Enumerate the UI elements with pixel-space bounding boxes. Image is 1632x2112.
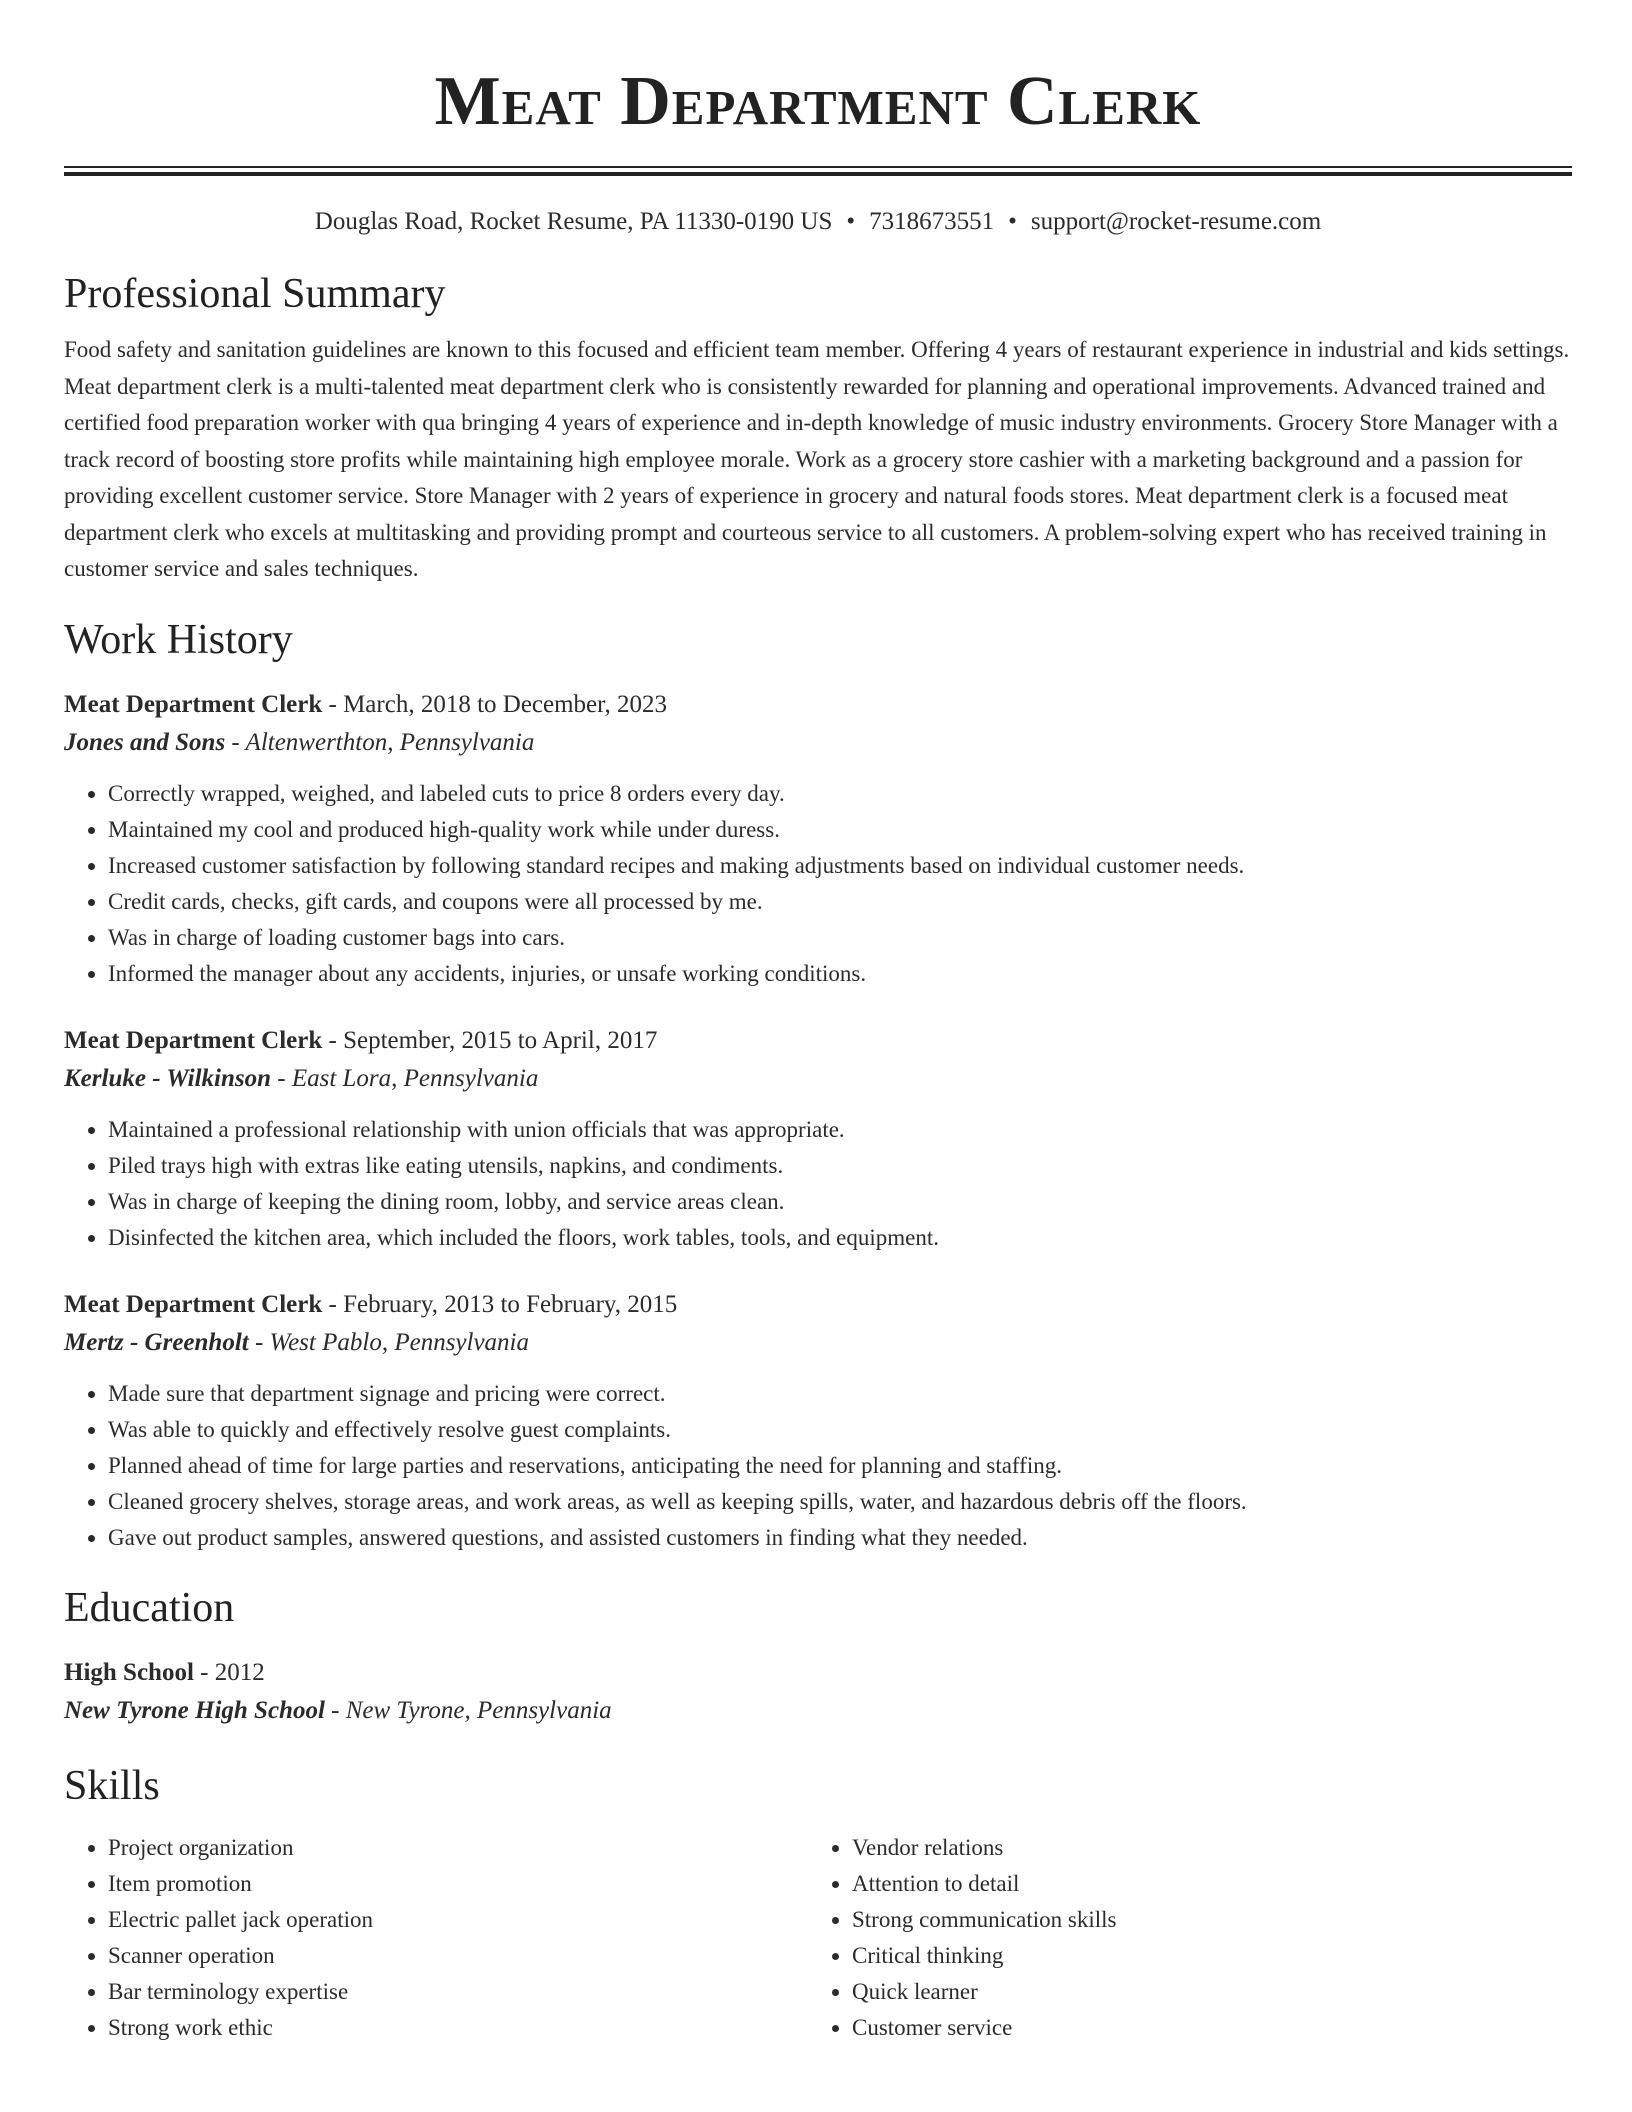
education-entry <box>64 1654 1572 1730</box>
job-location: - Altenwerthton, Pennsylvania <box>225 728 535 756</box>
contact-separator: • <box>846 208 856 235</box>
contact-email: support@rocket-resume.com <box>1030 208 1322 235</box>
education-heading: Education <box>64 1584 235 1631</box>
education-school-line <box>64 1692 1572 1730</box>
skill-item: • Quick learner <box>852 1974 1552 2010</box>
contact-line <box>64 206 1572 238</box>
contact-phone: 7318673551 <box>869 208 995 235</box>
job-role: Meat Department Clerk <box>64 1026 323 1054</box>
job-bullet: • Credit cards, checks, gift cards, and coupons were all processed by me. <box>108 884 1572 920</box>
skills-right-list <box>808 1830 1552 2046</box>
contact-address: Douglas Road, Rocket Resume, PA 11330-0190 US <box>314 208 833 235</box>
job-title-line <box>64 1286 1572 1324</box>
education-degree: High School <box>64 1658 194 1686</box>
skill-item: • Bar terminology expertise <box>108 1974 808 2010</box>
job-bullet: • Made sure that department signage and pricing were correct. <box>108 1376 1572 1412</box>
skill-item: • Critical thinking <box>852 1938 1552 1974</box>
resume-name: Meat Department Clerk <box>434 63 1202 140</box>
job-dates: - March, 2018 to December, 2023 <box>322 690 667 718</box>
header-divider <box>64 166 1572 176</box>
job-company: Kerluke - Wilkinson <box>64 1064 271 1092</box>
job-bullets <box>64 1112 1572 1256</box>
education-location: - New Tyrone, Pennsylvania <box>324 1696 612 1724</box>
job-company: Mertz - Greenholt <box>64 1328 249 1356</box>
job-bullet: • Gave out product samples, answered questions, and assisted customers in finding what they needed. <box>108 1520 1572 1556</box>
job-entry <box>64 1286 1572 1556</box>
job-company-line <box>64 1060 1572 1098</box>
skill-item: • Item promotion <box>108 1866 808 1902</box>
job-company-line <box>64 1324 1572 1362</box>
job-bullet: • Cleaned grocery shelves, storage areas, and work areas, as well as keeping spills, water, and hazardous debris off the floors. <box>108 1484 1572 1520</box>
job-bullets <box>64 776 1572 992</box>
contact-separator: • <box>1008 208 1017 235</box>
skill-item: • Strong work ethic <box>108 2010 808 2046</box>
work-history-heading: Work History <box>64 616 293 663</box>
job-dates: - September, 2015 to April, 2017 <box>322 1026 658 1054</box>
summary-text: Food safety and sanitation guidelines are known to this focused and efficient team member. Offering 4 years of restaurant experience in industrial and kids settings. Meat department clerk is a multi-talented meat department clerk who is consistently rewarded for planning and operational improvements. Advanced trained and certified food preparation worker with qua bringing 4 years of experience and in-depth knowledge of music industry environments. Grocery Store Manager with a track record of boosting store profits while maintaining high employee morale. Work as a grocery store cashier with a marketing background and a passion for providing excellent customer service. Store Manager with 2 years of experience in grocery and natural foods stores. Meat department clerk is a focused meat department clerk who excels at multitasking and providing prompt and courteous service to all customers. A problem-solving expert who has received training in customer service and sales techniques. <box>64 337 1570 581</box>
skills-column-left <box>64 1830 808 2046</box>
resume-page <box>64 0 1572 2046</box>
education-year: - 2012 <box>193 1658 265 1686</box>
education-degree-line <box>64 1654 1572 1692</box>
job-dates: - February, 2013 to February, 2015 <box>322 1290 678 1318</box>
job-title-line <box>64 686 1572 724</box>
job-bullet: • Correctly wrapped, weighed, and labeled cuts to price 8 orders every day. <box>108 776 1572 812</box>
job-bullet: • Maintained my cool and produced high-quality work while under duress. <box>108 812 1572 848</box>
skill-item: • Attention to detail <box>852 1866 1552 1902</box>
summary-heading: Professional Summary <box>64 271 446 317</box>
job-bullet: • Informed the manager about any accidents, injuries, or unsafe working conditions. <box>108 956 1572 992</box>
job-location: - West Pablo, Pennsylvania <box>248 1328 530 1356</box>
job-company-line <box>64 724 1572 762</box>
skill-item: • Project organization <box>108 1830 808 1866</box>
job-entry <box>64 686 1572 992</box>
skills-left-list <box>64 1830 808 2046</box>
job-bullet: • Planned ahead of time for large parties and reservations, anticipating the need for planning and staffing. <box>108 1448 1572 1484</box>
job-bullet: • Was able to quickly and effectively resolve guest complaints. <box>108 1412 1572 1448</box>
job-title-line <box>64 1022 1572 1060</box>
skills-list <box>64 1830 1572 2046</box>
job-bullet: • Maintained a professional relationship with union officials that was appropriate. <box>108 1112 1572 1148</box>
skill-item: • Vendor relations <box>852 1830 1552 1866</box>
job-bullet: • Was in charge of keeping the dining room, lobby, and service areas clean. <box>108 1184 1572 1220</box>
education-school: New Tyrone High School <box>64 1696 325 1724</box>
skills-heading: Skills <box>64 1762 160 1809</box>
skill-item: • Scanner operation <box>108 1938 808 1974</box>
job-bullet: • Was in charge of loading customer bags into cars. <box>108 920 1572 956</box>
job-location: - East Lora, Pennsylvania <box>271 1064 539 1092</box>
skill-item: • Electric pallet jack operation <box>108 1902 808 1938</box>
job-entry <box>64 1022 1572 1256</box>
job-role: Meat Department Clerk <box>64 1290 323 1318</box>
skill-item: • Strong communication skills <box>852 1902 1552 1938</box>
job-company: Jones and Sons <box>64 728 226 756</box>
job-bullet: • Increased customer satisfaction by following standard recipes and making adjustments based on individual customer needs. <box>108 848 1572 884</box>
job-role: Meat Department Clerk <box>64 690 323 718</box>
job-bullet: • Piled trays high with extras like eating utensils, napkins, and condiments. <box>108 1148 1572 1184</box>
job-bullets <box>64 1376 1572 1556</box>
skills-column-right <box>808 1830 1552 2046</box>
skill-item: • Customer service <box>852 2010 1552 2046</box>
job-bullet: • Disinfected the kitchen area, which included the floors, work tables, tools, and equipment. <box>108 1220 1572 1256</box>
